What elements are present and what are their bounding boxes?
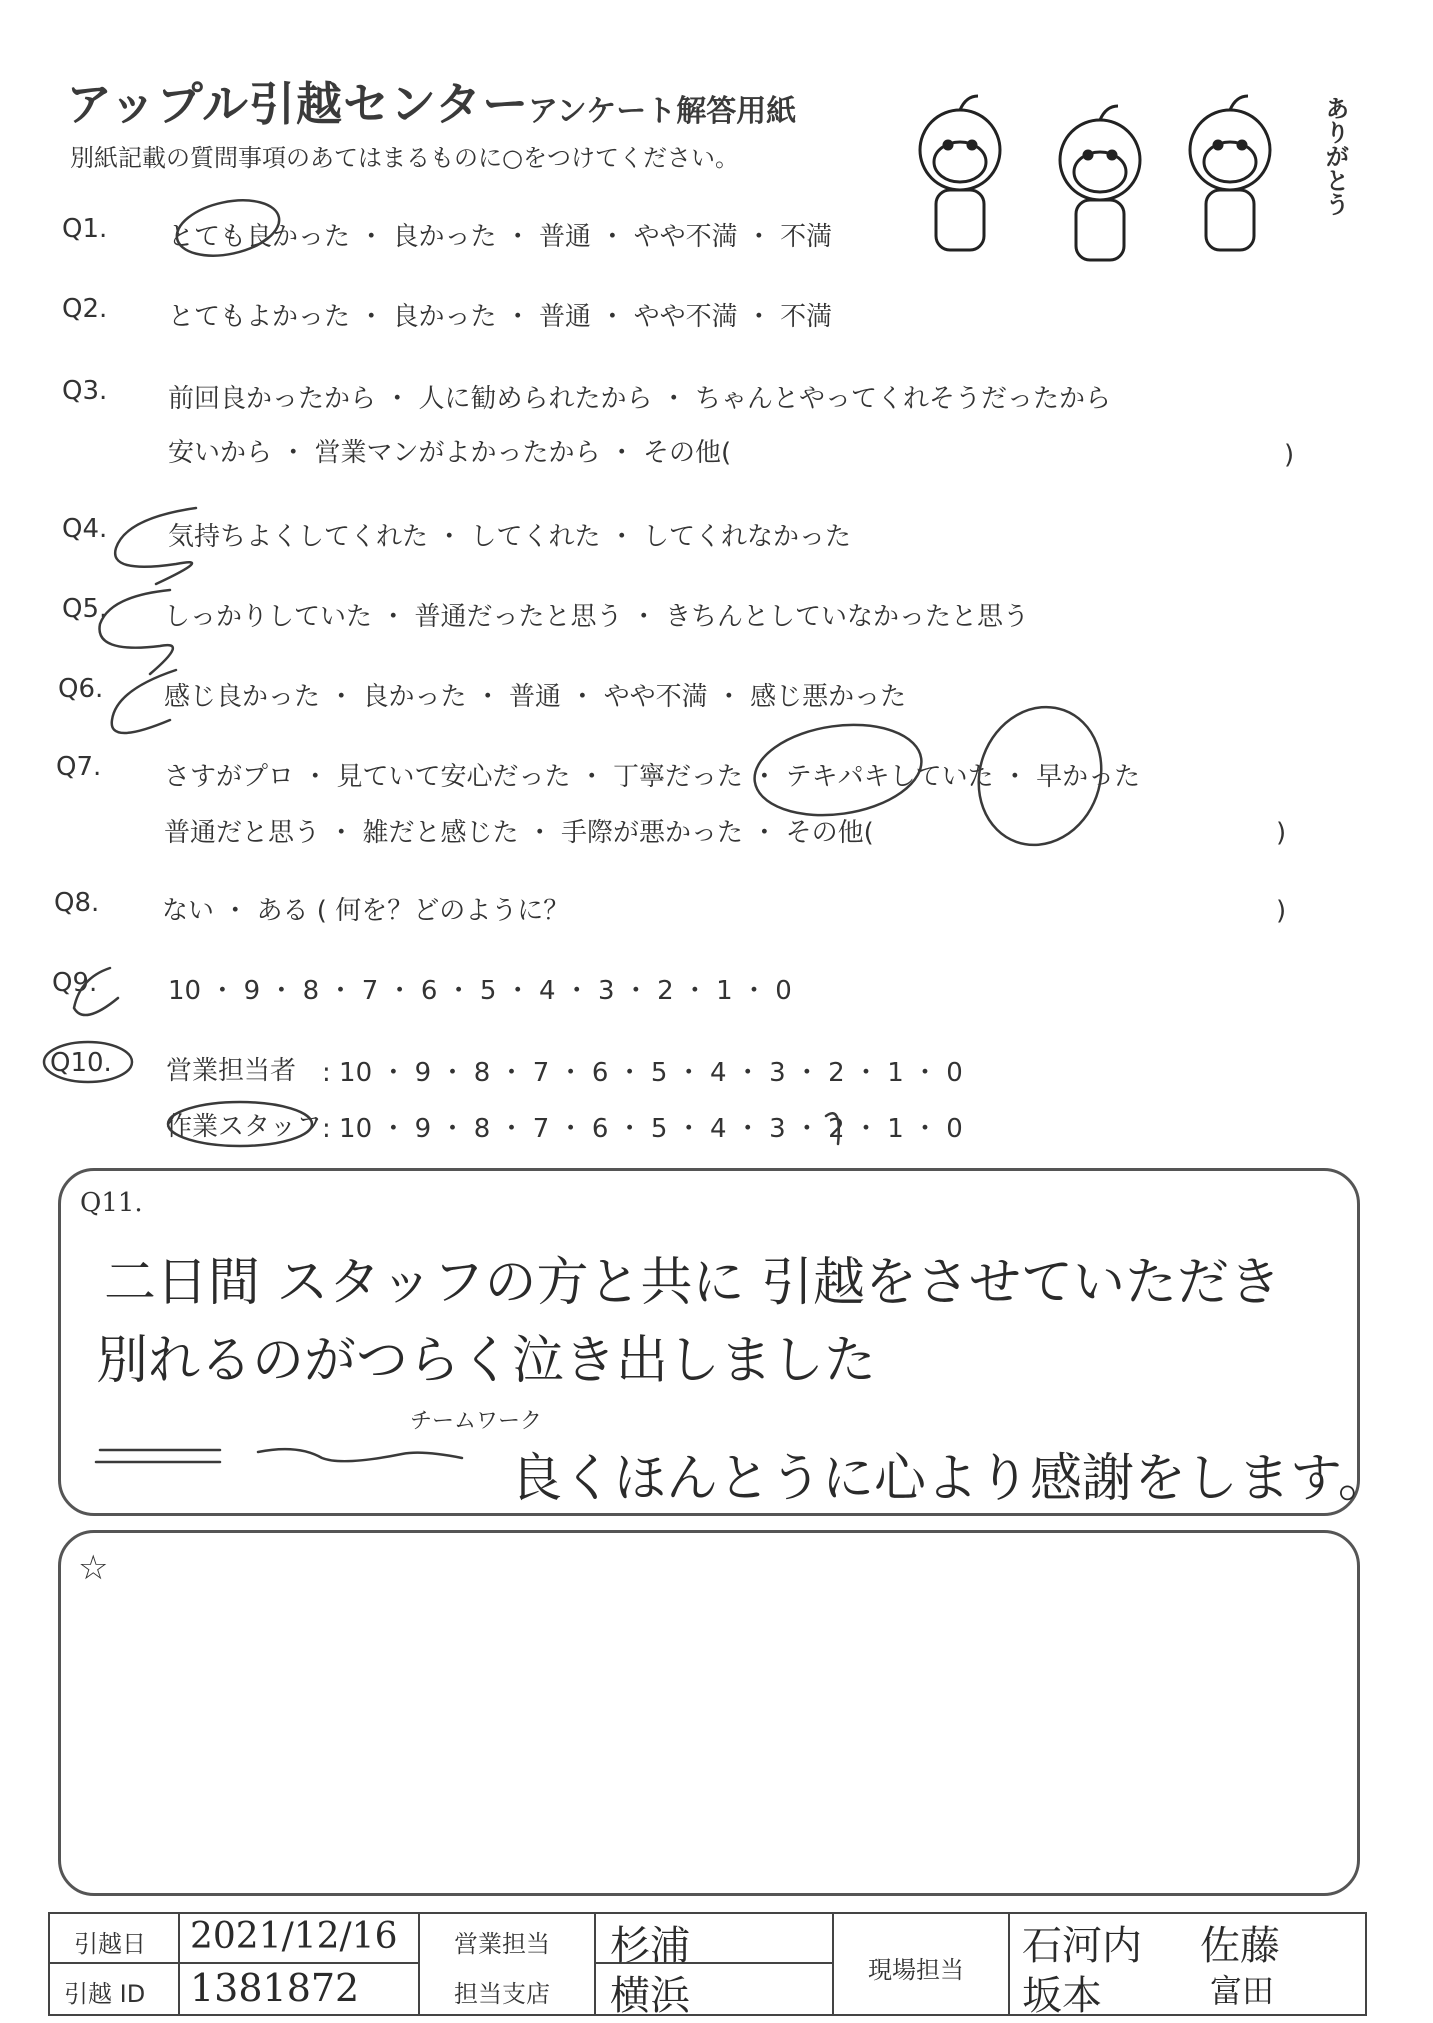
sales-staff-name: 杉浦 bbox=[610, 1923, 690, 1969]
q11-handwritten-line-2: 別れるのがつらく泣き出しました bbox=[96, 1331, 877, 1391]
q5-label: Q5. bbox=[62, 594, 108, 624]
move-id-label: 引越 ID bbox=[64, 1980, 146, 2008]
q1-options[interactable]: とても良かった ・ 良かった ・ 普通 ・ やや不満 ・ 不満 bbox=[168, 222, 833, 252]
q6-options[interactable]: 感じ良かった ・ 良かった ・ 普通 ・ やや不満 ・ 感じ悪かった bbox=[164, 682, 907, 712]
q9-label: Q9. bbox=[52, 968, 98, 998]
q11-label: Q11. bbox=[80, 1188, 143, 1218]
q4-options[interactable]: 気持ちよくしてくれた ・ してくれた ・ してくれなかった bbox=[168, 522, 852, 552]
branch-label: 担当支店 bbox=[454, 1980, 550, 2008]
q6-label: Q6. bbox=[58, 674, 104, 704]
q4-answer-mark bbox=[115, 508, 196, 584]
move-date-label: 引越日 bbox=[74, 1930, 146, 1958]
q4-label: Q4. bbox=[62, 514, 108, 544]
sales-staff-label: 営業担当 bbox=[454, 1930, 550, 1958]
move-id-value: 1381872 bbox=[190, 1966, 360, 2010]
q2-label: Q2. bbox=[62, 294, 108, 324]
q7-options-line1[interactable]: さすがプロ ・ 見ていて安心だった ・ 丁寧だった ・ テキパキしていた ・ 早かった bbox=[164, 762, 1141, 792]
q10-staff-circle bbox=[168, 1102, 312, 1146]
q11-strikethrough bbox=[96, 1449, 462, 1462]
q7-answer-circle-1 bbox=[749, 715, 928, 826]
q8-label: Q8. bbox=[54, 888, 100, 918]
q11-handwritten-line-3: 良くほんとうに心より感謝をします。 bbox=[510, 1449, 1390, 1509]
site-staff-1: 石河内 bbox=[1022, 1923, 1142, 1969]
q3-close-paren: ) bbox=[1284, 440, 1295, 470]
q10-label: Q10. bbox=[50, 1048, 112, 1078]
instruction-text: 別紙記載の質問事項のあてはまるものに○をつけてください。 bbox=[70, 144, 739, 172]
q3-options-line2[interactable]: 安いから ・ 営業マンがよかったから ・ その他( bbox=[168, 438, 732, 468]
q9-scale[interactable]: 10 ・ 9 ・ 8 ・ 7 ・ 6 ・ 5 ・ 4 ・ 3 ・ 2 ・ 1 ・ 0 bbox=[168, 976, 792, 1006]
site-staff-label: 現場担当 bbox=[868, 1956, 964, 1984]
star-icon: ☆ bbox=[78, 1548, 109, 1588]
q7-options-line2[interactable]: 普通だと思う ・ 雑だと感じた ・ 手際が悪かった ・ その他( bbox=[164, 818, 874, 848]
branch-name: 横浜 bbox=[610, 1973, 690, 2019]
q7-close-paren: ) bbox=[1276, 818, 1287, 848]
q10-sales-label: 営業担当者 bbox=[166, 1056, 297, 1086]
q9-answer-mark bbox=[74, 968, 118, 1015]
q5-answer-mark bbox=[100, 590, 173, 674]
q1-label: Q1. bbox=[62, 214, 108, 244]
site-staff-3: 坂本 bbox=[1022, 1973, 1102, 2019]
form-title: アップル引越センター bbox=[66, 77, 530, 131]
q10-staff-score-mark bbox=[826, 1113, 839, 1144]
q7-label: Q7. bbox=[56, 752, 102, 782]
q10-staff-scale[interactable]: : 10 ・ 9 ・ 8 ・ 7 ・ 6 ・ 5 ・ 4 ・ 3 ・ 2 ・ 1 ・ 0 bbox=[322, 1114, 963, 1144]
q3-label: Q3. bbox=[62, 376, 108, 406]
q8-close-paren: ) bbox=[1276, 896, 1287, 926]
q7-answer-circle-2 bbox=[960, 690, 1121, 863]
q10-staff-label: 作業スタッフ bbox=[166, 1112, 323, 1142]
site-staff-2: 佐藤 bbox=[1200, 1923, 1280, 1969]
q6-answer-mark bbox=[112, 670, 176, 733]
q2-options[interactable]: とてもよかった ・ 良かった ・ 普通 ・ やや不満 ・ 不満 bbox=[168, 302, 833, 332]
mascot-text: ありがとう bbox=[1321, 96, 1349, 216]
q1-answer-circle bbox=[172, 192, 285, 264]
q10-sales-scale[interactable]: : 10 ・ 9 ・ 8 ・ 7 ・ 6 ・ 5 ・ 4 ・ 3 ・ 2 ・ 1 ・ 0 bbox=[322, 1058, 963, 1088]
q11-handwritten-line-1: 二日間 スタッフの方と共に 引越をさせていただき bbox=[104, 1253, 1282, 1313]
move-date-value: 2021/12/16 bbox=[190, 1916, 398, 1957]
q11-handwritten-annotation: チームワーク bbox=[410, 1409, 543, 1434]
q5-options[interactable]: しっかりしていた ・ 普通だったと思う ・ きちんとしていなかったと思う bbox=[164, 602, 1030, 632]
site-staff-4: 富田 bbox=[1210, 1972, 1275, 2010]
q8-options[interactable]: ない ・ ある ( 何を？どのように？ bbox=[162, 896, 570, 926]
q10-label-circle bbox=[44, 1042, 132, 1082]
form-subtitle: アンケート解答用紙 bbox=[528, 94, 797, 129]
q3-options-line1[interactable]: 前回良かったから ・ 人に勧められたから ・ ちゃんとやってくれそうだったから bbox=[168, 384, 1112, 414]
